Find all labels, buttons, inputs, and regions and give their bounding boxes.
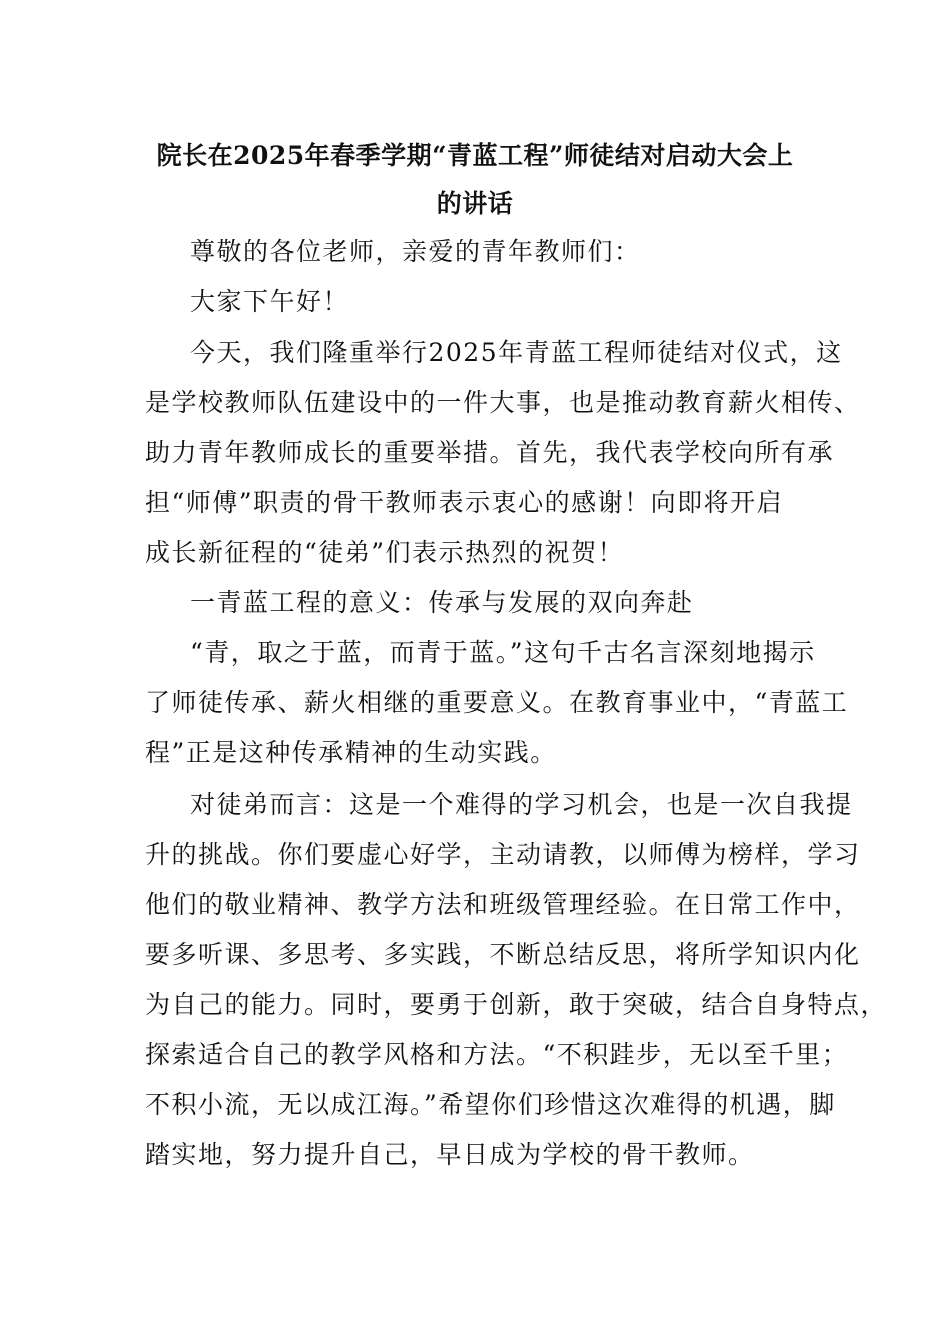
paragraph-line: 探索适合自己的教学风格和方法。“不积跬步，无以至千里； [145, 1040, 849, 1069]
paragraph-line: 要多听课、多思考、多实践，不断总结反思，将所学知识内化 [145, 940, 861, 969]
document-title-line-2: 的讲话 [436, 189, 514, 218]
paragraph-line: 不积小流，无以成江海。”希望你们珍惜这次难得的机遇，脚 [145, 1090, 836, 1119]
paragraph-line: 他们的敬业精神、教学方法和班级管理经验。在日常工作中， [145, 890, 861, 919]
paragraph-line: 踏实地，努力提升自己，早日成为学校的骨干教师。 [145, 1140, 755, 1169]
paragraph-line: 升的挑战。你们要虚心好学，主动请教，以师傅为榜样，学习 [145, 840, 861, 869]
paragraph-line: “青，取之于蓝，而青于蓝。”这句千古名言深刻地揭示 [190, 638, 816, 667]
paragraph-line: 是学校教师队伍建设中的一件大事，也是推动教育薪火相传、 [145, 388, 861, 417]
greeting: 大家下午好！ [190, 287, 350, 316]
paragraph-line: 担“师傅”职责的骨干教师表示衷心的感谢！向即将开启 [145, 488, 784, 517]
paragraph-line: 程”正是这种传承精神的生动实践。 [145, 738, 557, 767]
paragraph-line: 对徒弟而言：这是一个难得的学习机会，也是一次自我提 [190, 790, 853, 819]
section-heading: 一青蓝工程的意义：传承与发展的双向奔赴 [190, 588, 694, 617]
paragraph-line: 今天，我们隆重举行2025年青蓝工程师徒结对仪式，这 [190, 338, 843, 367]
document-title-line-1: 院长在2025年春季学期“青蓝工程”师徒结对启动大会上 [156, 141, 794, 170]
paragraph-line: 成长新征程的“徒弟”们表示热烈的祝贺！ [145, 538, 625, 567]
paragraph-line: 为自己的能力。同时，要勇于创新，敢于突破，结合自身特点， [145, 990, 888, 1019]
salutation: 尊敬的各位老师，亲爱的青年教师们： [190, 237, 641, 266]
paragraph-line: 助力青年教师成长的重要举措。首先，我代表学校向所有承 [145, 438, 835, 467]
paragraph-line: 了师徒传承、薪火相继的重要意义。在教育事业中，“青蓝工 [145, 688, 849, 717]
